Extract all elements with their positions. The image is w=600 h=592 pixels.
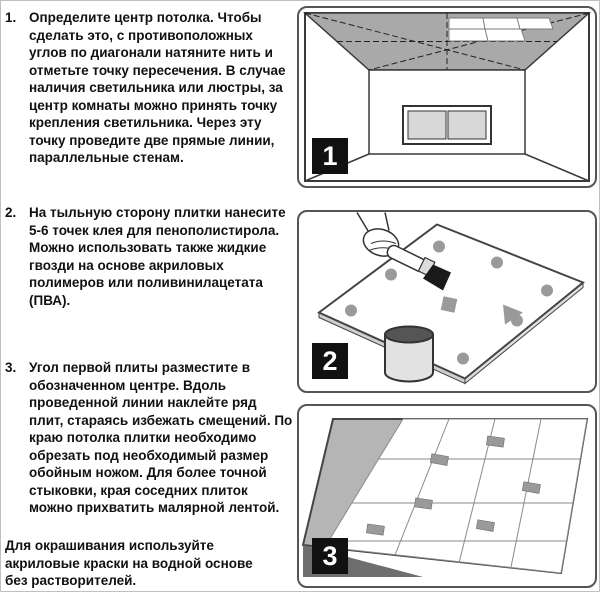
glue-can bbox=[385, 327, 433, 382]
figure-number-badge: 1 bbox=[312, 138, 348, 174]
step-number: 1. bbox=[5, 10, 17, 25]
step-text: На тыльную сторону плитки нанесите 5-6 точек клея для пенополистирола. Можно использовать также жидкие гвозди на основе акриловых полимеров или поливинилацетата (ПВА). bbox=[29, 205, 286, 308]
step-number: 2. bbox=[5, 205, 17, 220]
step-text: Определите центр потолка. Чтобы сделать это, с противоположных углов по диагонали натяните нить и отметьте точку пересечения. В случае наличия светильника или люстры, за центр комнаты можно принять точку крепления светильника. Через эту точку проведите две прямые линии, параллельные стенам. bbox=[29, 10, 286, 165]
square-mark bbox=[441, 296, 458, 313]
footer-note: Для окрашивания используйте акриловые краски на водной основе без растворителей. bbox=[5, 538, 253, 588]
step-item-3 bbox=[5, 359, 293, 517]
figure-box-2 bbox=[297, 210, 597, 393]
figure-box-1 bbox=[297, 6, 597, 188]
figure-box-3 bbox=[297, 404, 597, 588]
window bbox=[403, 106, 491, 144]
figure-number-badge: 2 bbox=[312, 343, 348, 379]
figure-number-badge: 3 bbox=[312, 538, 348, 574]
step-item-1 bbox=[5, 9, 293, 167]
step-item-2 bbox=[5, 204, 293, 309]
step-text: Угол первой плиты разместите в обозначенном центре. Вдоль проведенной линии наклейте ряд плит, стараясь избежать смещений. По краю потолка плитки необходимо обрезать под необходимый размер обойным ножом. Для более точной стыковки, края соседних плиток можно прихватить малярной лентой. bbox=[29, 360, 293, 515]
step-number: 3. bbox=[5, 360, 17, 375]
